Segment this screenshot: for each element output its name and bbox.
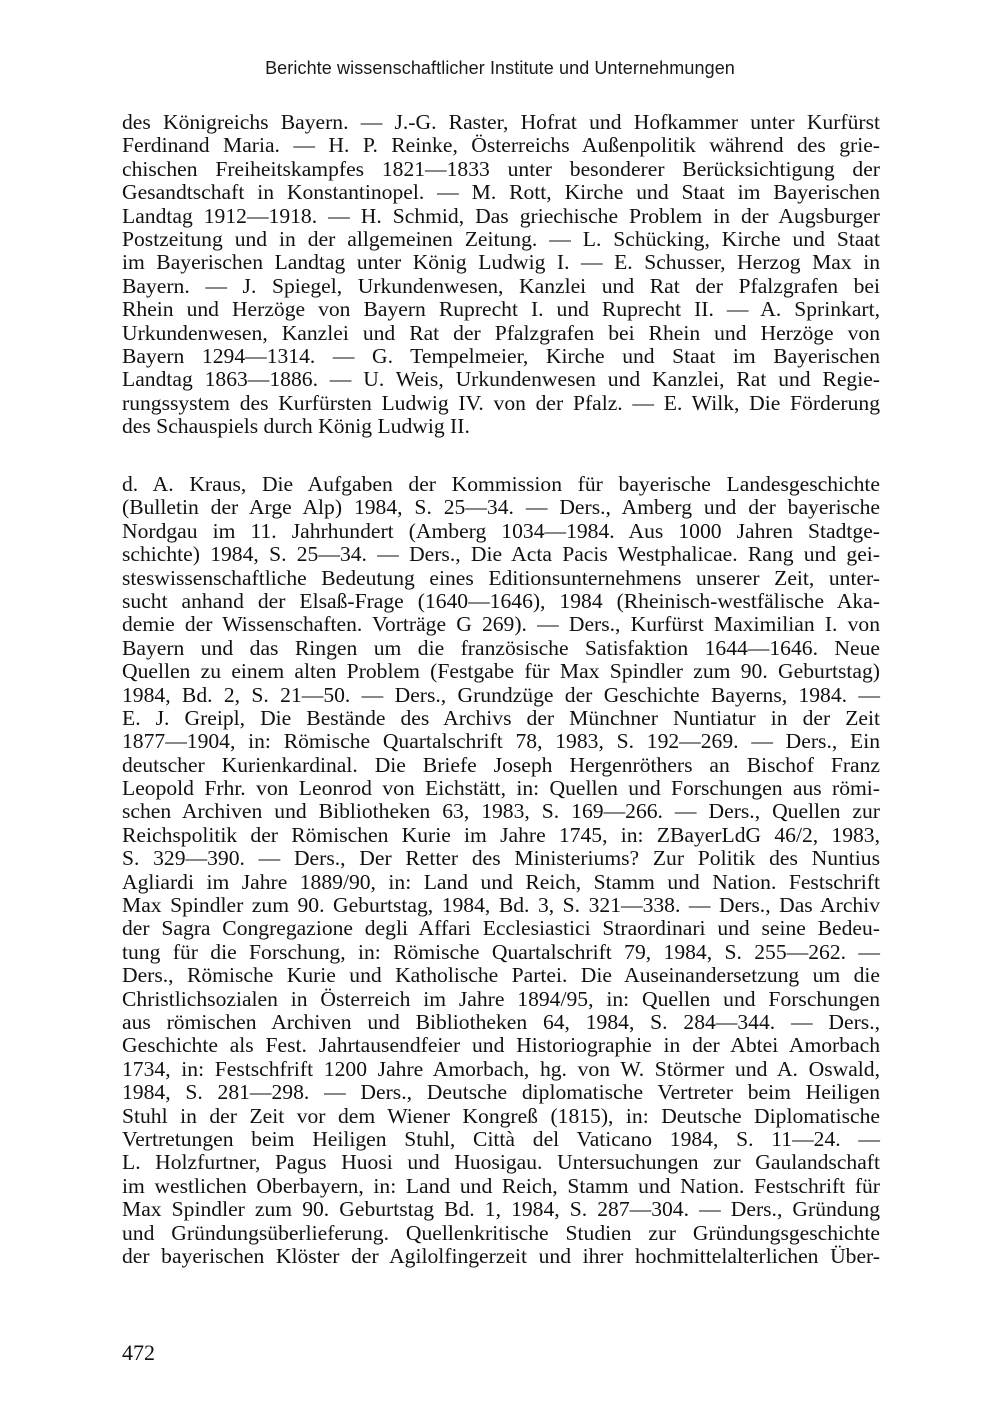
text-line: Postzeitung und in der allgemeinen Zeitung. — L. Schücking, Kirche und Staat [122, 226, 880, 251]
text-line: Ders., Römische Kurie und Katholische Partei. Die Auseinandersetzung um die [122, 963, 880, 988]
text-line: 1877—1904, in: Römische Quartalschrift 78, 1983, S. 192—269. — Ders., Ein [122, 729, 880, 754]
text-line: Christlichsozialen in Österreich im Jahre 1894/95, in: Quellen und Forschungen [122, 986, 880, 1011]
text-line: Stuhl in der Zeit vor dem Wiener Kongreß (1815), in: Deutsche Diplomatische [122, 1103, 880, 1128]
text-line: Gesandtschaft in Konstantinopel. — M. Rott, Kirche und Staat im Bayerischen [122, 180, 880, 205]
text-line: schichte) 1984, S. 25—34. — Ders., Die Acta Pacis Westphalicae. Rang und gei- [122, 542, 880, 567]
text-line: d. A. Kraus, Die Aufgaben der Kommission für bayerische Landesgeschichte [122, 472, 880, 496]
text-line: tung für die Forschung, in: Römische Quartalschrift 79, 1984, S. 255—262. — [122, 939, 880, 964]
text-line: Urkundenwesen, Kanzlei und Rat der Pfalzgrafen bei Rhein und Herzöge von [122, 320, 880, 345]
page-number: 472 [122, 1340, 155, 1365]
text-line: demie der Wissenschaften. Vorträge G 269). — Ders., Kurfürst Maximilian I. von [122, 612, 880, 637]
text-line: Nordgau im 11. Jahrhundert (Amberg 1034—1984. Aus 1000 Jahren Stadtge- [122, 518, 880, 543]
text-line: im Bayerischen Landtag unter König Ludwig I. — E. Schusser, Herzog Max in [122, 250, 880, 275]
text-line: der bayerischen Klöster der Agilolfingerzeit und ihrer hochmittelalterlichen Über- [122, 1243, 880, 1268]
paragraph-section-d [122, 473, 880, 1268]
text-line: (Bulletin der Arge Alp) 1984, S. 25—34. — Ders., Amberg und der bayerische [122, 495, 880, 520]
text-line: Bayern 1294—1314. — G. Tempelmeier, Kirche und Staat im Bayerischen [122, 343, 880, 368]
text-line: L. Holzfurtner, Pagus Huosi und Huosigau. Untersuchungen zur Gaulandschaft [122, 1150, 880, 1175]
text-line: Ferdinand Maria. — H. P. Reinke, Österreichs Außenpolitik während des grie- [122, 133, 880, 158]
text-line: 1984, S. 281—298. — Ders., Deutsche diplomatische Vertreter beim Heiligen [122, 1080, 880, 1105]
text-line: im westlichen Oberbayern, in: Land und Reich, Stamm und Nation. Festschrift für [122, 1173, 880, 1198]
text-line: Agliardi im Jahre 1889/90, in: Land und Reich, Stamm und Nation. Festschrift [122, 869, 880, 894]
text-line: des Schauspiels durch König Ludwig II. [122, 414, 470, 439]
text-line: Landtag 1912—1918. — H. Schmid, Das griechische Problem in der Augsburger [122, 203, 880, 228]
running-header: Berichte wissenschaftlicher Institute und Unternehmungen [265, 58, 735, 78]
text-line: 1734, in: Festschfrift 1200 Jahre Amorbach, hg. von W. Störmer und A. Oswald, [122, 1056, 880, 1081]
text-line: S. 329—390. — Ders., Der Retter des Ministeriums? Zur Politik des Nuntius [122, 846, 880, 871]
text-line: und Gründungsüberlieferung. Quellenkritische Studien zur Gründungsgeschichte [122, 1220, 880, 1245]
text-line: Bayern. — J. Spiegel, Urkundenwesen, Kanzlei und Rat der Pfalzgrafen bei [122, 273, 880, 298]
text-line: Bayern und das Ringen um die französische Satisfaktion 1644—1646. Neue [122, 635, 880, 660]
text-line: steswissenschaftliche Bedeutung eines Editionsunternehmens unserer Zeit, unter- [122, 565, 880, 590]
text-line: Max Spindler zum 90. Geburtstag Bd. 1, 1984, S. 287—304. — Ders., Gründung [122, 1197, 880, 1222]
text-line: 1984, Bd. 2, S. 21—50. — Ders., Grundzüge der Geschichte Bayerns, 1984. — [122, 682, 880, 707]
text-line: chischen Freiheitskampfes 1821—1833 unter besonderer Berücksichtigung der [122, 156, 880, 181]
text-line: Landtag 1863—1886. — U. Weis, Urkundenwesen und Kanzlei, Rat und Regie- [122, 367, 880, 392]
text-line: sucht anhand der Elsaß-Frage (1640—1646), 1984 (Rheinisch-westfälische Aka- [122, 588, 880, 613]
text-line: aus römischen Archiven und Bibliotheken 64, 1984, S. 284—344. — Ders., [122, 1009, 880, 1034]
text-line: rungssystem des Kurfürsten Ludwig IV. von der Pfalz. — E. Wilk, Die Förderung [122, 390, 880, 415]
text-line: Quellen zu einem alten Problem (Festgabe für Max Spindler zum 90. Geburtstag) [122, 659, 880, 684]
text-line: deutscher Kurienkardinal. Die Briefe Joseph Hergenröthers an Bischof Franz [122, 752, 880, 777]
text-line: schen Archiven und Bibliotheken 63, 1983, S. 169—266. — Ders., Quellen zur [122, 799, 880, 824]
text-line: E. J. Greipl, Die Bestände des Archivs der Münchner Nuntiatur in der Zeit [122, 705, 880, 730]
text-line: der Sagra Congregazione degli Affari Ecclesiastici Straordinari und seine Bedeu- [122, 916, 880, 941]
text-line: Leopold Frhr. von Leonrod von Eichstätt, in: Quellen und Forschungen aus römi- [122, 776, 880, 801]
paragraph-continued [122, 111, 880, 438]
text-line: Max Spindler zum 90. Geburtstag, 1984, Bd. 3, S. 321—338. — Ders., Das Archiv [122, 893, 880, 918]
text-line: Reichspolitik der Römischen Kurie im Jahre 1745, in: ZBayerLdG 46/2, 1983, [122, 822, 880, 847]
text-line: Geschichte als Fest. Jahrtausendfeier und Historiographie in der Abtei Amorbach [122, 1033, 880, 1058]
text-line: Vertretungen beim Heiligen Stuhl, Città del Vaticano 1984, S. 11—24. — [122, 1126, 880, 1151]
text-line: des Königreichs Bayern. — J.-G. Raster, Hofrat und Hofkammer unter Kurfürst [122, 110, 880, 134]
text-line: Rhein und Herzöge von Bayern Ruprecht I. und Ruprecht II. — A. Sprinkart, [122, 297, 880, 322]
